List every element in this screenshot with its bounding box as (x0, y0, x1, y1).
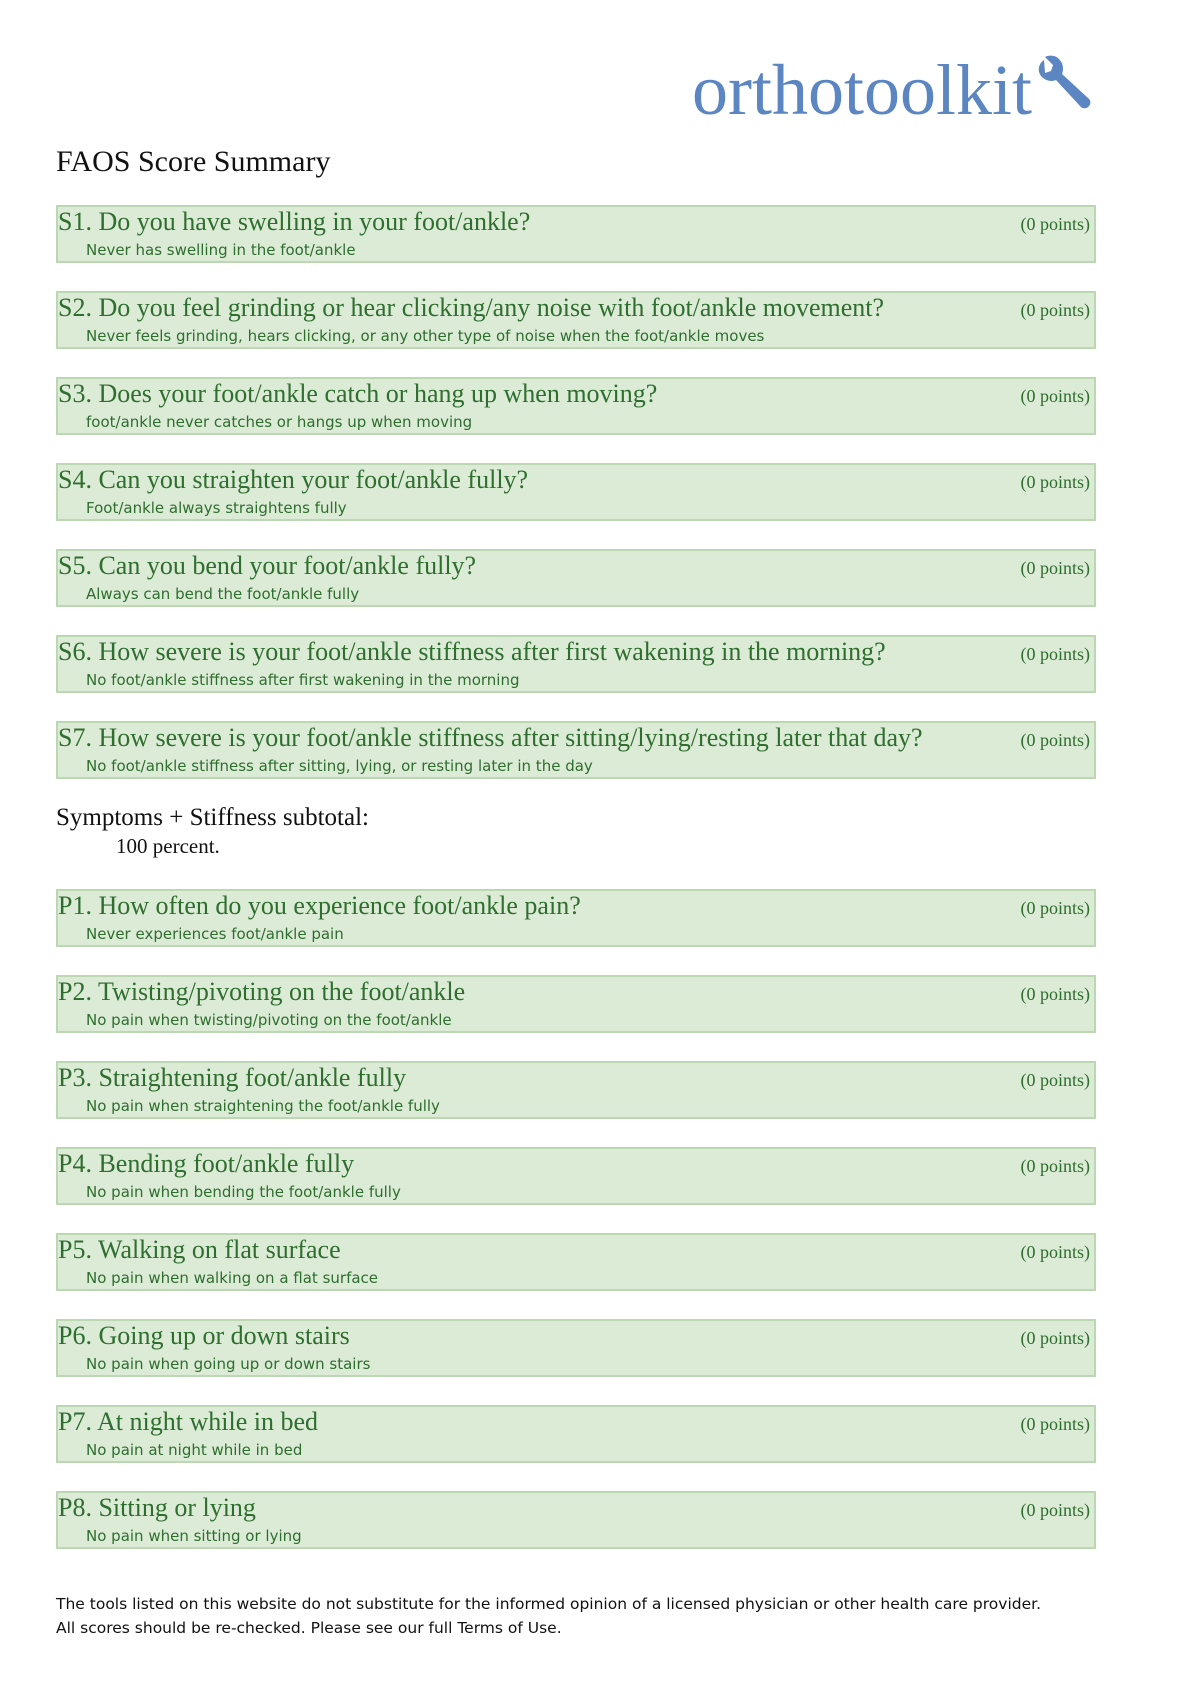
item-points: (0 points) (1020, 1070, 1090, 1090)
item-answer: foot/ankle never catches or hangs up when moving (86, 413, 473, 431)
item-points: (0 points) (1020, 214, 1090, 234)
symptoms-section (56, 205, 1096, 779)
item-answer: No pain when bending the foot/ankle fully (86, 1183, 401, 1201)
score-item (56, 1405, 1096, 1463)
item-points: (0 points) (1020, 898, 1090, 918)
item-question: P7. At night while in bed (58, 1407, 318, 1436)
item-answer: No pain when sitting or lying (86, 1527, 302, 1545)
subtotal-label: Symptoms + Stiffness subtotal: (56, 804, 369, 831)
item-answer: Never has swelling in the foot/ankle (86, 241, 356, 259)
item-answer: Never experiences foot/ankle pain (86, 925, 344, 943)
item-question: P1. How often do you experience foot/ankle pain? (58, 891, 581, 920)
score-item (56, 291, 1096, 349)
score-item (56, 889, 1096, 947)
logo-text: orthotoolkit (692, 50, 1032, 130)
item-points: (0 points) (1020, 1156, 1090, 1176)
item-points: (0 points) (1020, 644, 1090, 664)
item-question: S5. Can you bend your foot/ankle fully? (58, 551, 477, 580)
item-answer: Foot/ankle always straightens fully (86, 499, 347, 517)
score-list (56, 205, 1096, 1577)
score-item (56, 205, 1096, 263)
item-points: (0 points) (1020, 300, 1090, 320)
score-item (56, 1233, 1096, 1291)
score-item (56, 549, 1096, 607)
item-answer: No pain when going up or down stairs (86, 1355, 371, 1373)
pain-section (56, 889, 1096, 1549)
disclaimer (56, 1592, 1156, 1640)
item-points: (0 points) (1020, 1500, 1090, 1520)
page-title: FAOS Score Summary (56, 145, 331, 178)
item-answer: Never feels grinding, hears clicking, or any other type of noise when the foot/ankle moves (86, 327, 765, 345)
item-points: (0 points) (1020, 984, 1090, 1004)
score-item (56, 1061, 1096, 1119)
item-question: S4. Can you straighten your foot/ankle fully? (58, 465, 529, 494)
score-item (56, 721, 1096, 779)
disclaimer-line-2: All scores should be re-checked. Please see our full Terms of Use. (56, 1619, 562, 1637)
wrench-icon (1034, 54, 1098, 121)
score-item (56, 463, 1096, 521)
item-question: P3. Straightening foot/ankle fully (58, 1063, 407, 1092)
score-item (56, 975, 1096, 1033)
item-answer: No pain when twisting/pivoting on the foot/ankle (86, 1011, 452, 1029)
score-item (56, 1147, 1096, 1205)
subtotal-value: 100 percent. (116, 834, 220, 858)
item-question: P5. Walking on flat surface (58, 1235, 341, 1264)
item-question: P2. Twisting/pivoting on the foot/ankle (58, 977, 466, 1006)
item-question: S7. How severe is your foot/ankle stiffness after sitting/lying/resting later that day? (58, 723, 923, 752)
item-question: S2. Do you feel grinding or hear clicking/any noise with foot/ankle movement? (58, 293, 885, 322)
orthotoolkit-logo (692, 52, 1098, 128)
item-points: (0 points) (1020, 1328, 1090, 1348)
score-item (56, 1491, 1096, 1549)
item-question: S1. Do you have swelling in your foot/ankle? (58, 207, 531, 236)
item-answer: No pain at night while in bed (86, 1441, 303, 1459)
score-item (56, 635, 1096, 693)
item-question: S6. How severe is your foot/ankle stiffness after first wakening in the morning? (58, 637, 886, 666)
item-question: P8. Sitting or lying (58, 1493, 256, 1522)
item-points: (0 points) (1020, 472, 1090, 492)
item-points: (0 points) (1020, 730, 1090, 750)
disclaimer-line-1: The tools listed on this website do not substitute for the informed opinion of a licensed physician or other health care provider. (56, 1595, 1042, 1613)
score-item (56, 1319, 1096, 1377)
subtotal-block (56, 803, 1096, 889)
item-points: (0 points) (1020, 1242, 1090, 1262)
item-question: S3. Does your foot/ankle catch or hang up when moving? (58, 379, 658, 408)
item-answer: Always can bend the foot/ankle fully (86, 585, 360, 603)
item-points: (0 points) (1020, 1414, 1090, 1434)
item-points: (0 points) (1020, 558, 1090, 578)
item-points: (0 points) (1020, 386, 1090, 406)
item-answer: No pain when straightening the foot/ankle fully (86, 1097, 440, 1115)
item-answer: No foot/ankle stiffness after sitting, lying, or resting later in the day (86, 757, 593, 775)
item-answer: No pain when walking on a flat surface (86, 1269, 379, 1287)
score-item (56, 377, 1096, 435)
item-answer: No foot/ankle stiffness after first wakening in the morning (86, 671, 520, 689)
item-question: P6. Going up or down stairs (58, 1321, 350, 1350)
item-question: P4. Bending foot/ankle fully (58, 1149, 355, 1178)
